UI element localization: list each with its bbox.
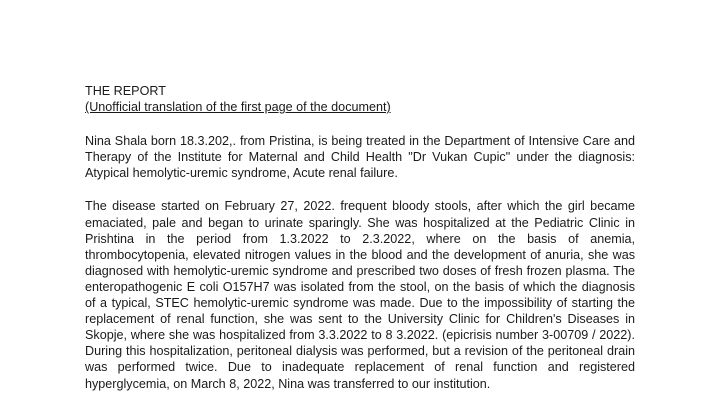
paragraph-disease-history: The disease started on February 27, 2022. frequent bloody stools, after which the girl became emaciated, pale and began to urinate sparingly. She was hospitalized at the Pediatric Clinic in Prishtina in the period from 1.3.2022 to 2.3.2022, where on the basis of anemia, thrombocytopenia, elevated nitrogen values in the blood and the development of anuria, she was diagnosed with hemolytic-uremic syndrome and prescribed two doses of fresh frozen plasma. The enteropathogenic E coli O157H7 was isolated from the stool, on the basis of which the diagnosis of a typical, STEC hemolytic-uremic syndrome was made. Due to the impossibility of starting the replacement of renal function, she was sent to the University Clinic for Children's Diseases in Skopje, where she was hospitalized from 3.3.2022 to 8 3.2022. (epicrisis number 3-00709 / 2022). During this hospitalization, peritoneal dialysis was performed, but a revision of the peritoneal drain was performed twice. Due to inadequate replacement of renal function and registered hyperglycemia, on March 8, 2022, Nina was transferred to our institution. [85,199,635,391]
document-page [85,83,635,392]
report-title: THE REPORT [85,84,166,98]
report-subtitle: (Unofficial translation of the first page of the document) [85,100,391,115]
paragraph-patient-info: Nina Shala born 18.3.202,. from Pristina, is being treated in the Department of Intensive Care and Therapy of the Institute for Maternal and Child Health "Dr Vukan Cupic" under the diagnosis: Atypical hemolytic-uremic syndrome, Acute renal failure. [85,134,635,181]
